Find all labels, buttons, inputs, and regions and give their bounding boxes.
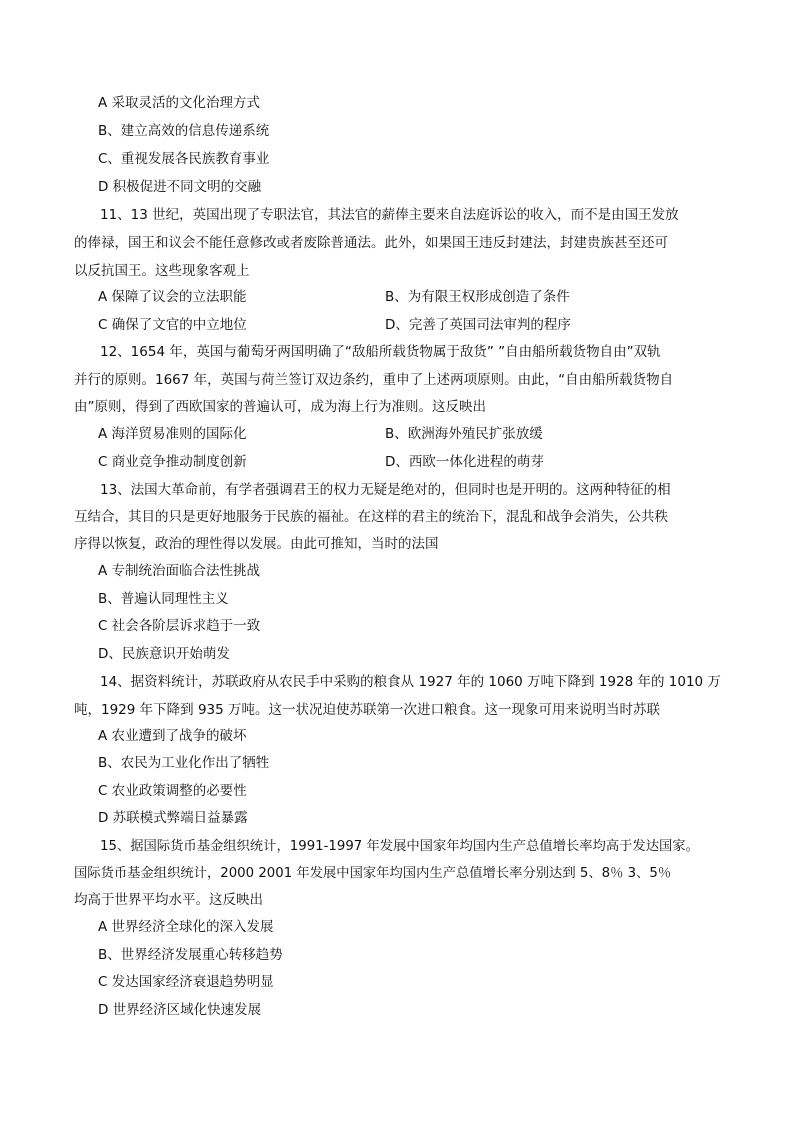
q15-option-d: D 世界经济区域化快速发展 [98, 1002, 262, 1018]
q10-option-d: D 积极促进不同文明的交融 [98, 179, 262, 195]
q15-stem-line-3: 均高于世界平均水平。这反映出 [74, 892, 263, 908]
q10-option-b: B、建立高效的信息传递系统 [98, 123, 270, 139]
q12-option-a: A 海洋贸易准则的国际化 [98, 426, 247, 442]
q13-option-d: D、民族意识开始萌发 [98, 646, 230, 662]
q11-option-d: D、完善了英国司法审判的程序 [385, 317, 571, 333]
q12-option-b: B、欧洲海外殖民扩张放缓 [385, 426, 543, 442]
q13-stem-line-1: 13、法国大革命前，有学者强调君王的权力无疑是绝对的，但同时也是开明的。这两种特征的相 [100, 482, 671, 498]
q11-stem-line-1: 11、13 世纪，英国出现了专职法官，其法官的薪俸主要来自法庭诉讼的收入，而不是由国王发放 [100, 207, 679, 223]
q10-option-c: C、重视发展各民族教育事业 [98, 151, 270, 167]
q15-stem-line-1: 15、据国际货币基金组织统计，1991-1997 年发展中国家年均国内生产总值增长率均高于发达国家。 [100, 839, 699, 854]
q14-option-c: C 农业政策调整的必要性 [98, 783, 247, 799]
q14-option-a: A 农业遭到了战争的破坏 [98, 728, 247, 744]
q14-option-b: B、农民为工业化作出了牺牲 [98, 755, 270, 771]
q12-option-d: D、西欧一体化进程的萌芽 [385, 454, 544, 470]
q11-stem-line-2: 的俸禄，国王和议会不能任意修改或者废除普通法。此外，如果国王违反封建法，封建贵族甚至还可 [74, 235, 668, 251]
q13-option-a: A 专制统治面临合法性挑战 [98, 563, 261, 579]
q15-option-b: B、世界经济发展重心转移趋势 [98, 947, 283, 963]
q11-option-c: C 确保了文官的中立地位 [98, 317, 247, 333]
q11-stem-line-3: 以反抗国王。这些现象客观上 [74, 263, 250, 279]
q11-option-b: B、为有限王权形成创造了条件 [385, 289, 570, 305]
q15-stem-line-2: 国际货币基金组织统计，2000 2001 年发展中国家年均国内生产总值增长率分别达到 5、8％ 3、5％ [74, 866, 672, 881]
q14-option-d: D 苏联模式弊端日益暴露 [98, 810, 248, 826]
q14-stem-line-1: 14、据资料统计，苏联政府从农民手中采购的粮食从 1927 年的 1060 万吨下降到 1928 年的 1010 万 [100, 674, 721, 690]
q13-option-b: B、普遍认同理性主义 [98, 591, 229, 607]
q12-stem-line-2: 并行的原则。1667 年，英国与荷兰签订双边条约，重申了上述两项原则。由此，“自由船所载货物自 [74, 372, 674, 388]
q12-stem-line-1: 12、1654 年，英国与葡萄牙两国明确了“敌船所载货物属于敌货” ”自由船所载货物自由”双轨 [100, 344, 661, 360]
q13-option-c: C 社会各阶层诉求趋于一致 [98, 618, 261, 634]
q11-option-a: A 保障了议会的立法职能 [98, 289, 247, 305]
q13-stem-line-3: 序得以恢复，政治的理性得以发展。由此可推知，当时的法国 [74, 536, 439, 552]
q13-stem-line-2: 互结合，其目的只是更好地服务于民族的福祉。在这样的君主的统治下，混乱和战争会消失，公共秩 [74, 509, 668, 525]
q15-option-c: C 发达国家经济衰退趋势明显 [98, 974, 274, 990]
q15-option-a: A 世界经济全球化的深入发展 [98, 919, 274, 935]
q10-option-a: A 采取灵活的文化治理方式 [98, 95, 261, 111]
q14-stem-line-2: 吨，1929 年下降到 935 万吨。这一状况迫使苏联第一次进口粮食。这一现象可用来说明当时苏联 [74, 702, 660, 718]
q12-option-c: C 商业竞争推动制度创新 [98, 454, 247, 470]
q12-stem-line-3: 由”原则，得到了西欧国家的普遍认可，成为海上行为准则。这反映出 [74, 399, 486, 415]
